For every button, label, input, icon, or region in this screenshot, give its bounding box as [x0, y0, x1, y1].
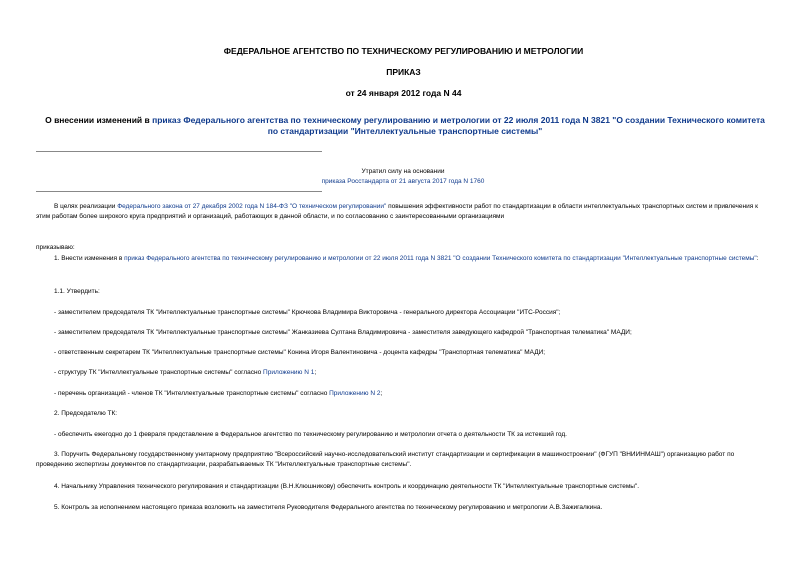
preamble-prefix: В целях реализации	[54, 203, 118, 210]
title-prefix: О внесении изменений в	[45, 115, 153, 125]
bullet-4-suffix: ;	[314, 369, 317, 376]
bullet-5-prefix: - перечень организаций - членов ТК "Интеллектуальные транспортные системы" согласно	[54, 390, 330, 397]
bullet-5	[54, 389, 787, 399]
bullet-1: - заместителем председателя ТК "Интеллектуальные транспортные системы" Крючкова Владимира Викторовича - генерального директора Ассоциации "ИТС-Россия";	[54, 309, 561, 316]
doc-type-heading: ПРИКАЗ	[386, 67, 421, 77]
bullet-2: - заместителем председателя ТК "Интеллектуальные транспортные системы" Жанказиева Султана Владимировича - заместителя заведующего кафедрой "Транспортная телематика" МАДИ;	[54, 329, 632, 336]
item-1-suffix: :	[756, 255, 759, 262]
item-1-prefix: 1. Внести изменения в	[54, 255, 125, 262]
item-1-order-link[interactable]: приказ Федерального агентства по техническому регулированию и метрологии от 22 июля 2011 года N 3821 "О создании Технического комитета по стандартизации "Интеллектуальные транспортные системы"	[124, 255, 757, 262]
status-basis-link[interactable]: приказа Росстандарта от 21 августа 2017 года N 1760	[321, 178, 485, 185]
document-title	[40, 115, 770, 137]
bullet-3: - ответственным секретарем ТК "Интеллектуальные транспортные системы" Конина Игоря Валентиновича - доцента кафедры "Транспортная телематика" МАДИ;	[54, 349, 546, 356]
divider-top	[36, 151, 322, 152]
bullet-4-prefix: - структуру ТК "Интеллектуальные транспортные системы" согласно	[54, 369, 264, 376]
agency-heading: ФЕДЕРАЛЬНОЕ АГЕНТСТВО ПО ТЕХНИЧЕСКОМУ РЕГУЛИРОВАНИЮ И МЕТРОЛОГИИ	[223, 46, 584, 56]
federal-law-link[interactable]: Федерального закона от 27 декабря 2002 года N 184-ФЗ "О техническом регулировании"	[117, 203, 387, 210]
item-4: 4. Начальнику Управления технического регулирования и стандартизации (В.Н.Клюшникову) обеспечить контроль и координацию деятельности ТК "Интеллектуальные транспортные системы".	[54, 483, 640, 490]
title-amended-order-link[interactable]: приказ Федерального агентства по техническому регулированию и метрологии от 22 июля 2011 года N 3821 "О создании Технического комитета по стандартизации "Интеллектуальные транспортные системы"	[152, 115, 765, 136]
item-1-1: 1.1. Утвердить:	[54, 288, 100, 295]
item-3: 3. Поручить Федеральному государственному унитарному предприятию "Всероссийский научно-исследовательский институт стандартизации и сертификации в машиностроении" (ФГУП "ВНИИНМАШ") организацию работ по проведению экспертизы документов по стандартизации, разрабатываемых ТК "Интеллектуальные транспортные системы".	[36, 451, 735, 468]
date-number-heading: от 24 января 2012 года N 44	[345, 88, 462, 98]
order-word: приказываю:	[36, 244, 75, 251]
item-2-bullet: - обеспечить ежегодно до 1 февраля представление в Федеральное агентство по техническому регулированию и метрологии отчета о деятельности ТК за истекший год.	[54, 431, 567, 438]
appendix-2-link[interactable]: Приложению N 2	[329, 390, 381, 397]
item-5: 5. Контроль за исполнением настоящего приказа возложить на заместителя Руководителя Федерального агентства по техническому регулированию и метрологии А.В.Зажигалкина.	[54, 504, 603, 511]
preamble-suffix: повышения эффективности работ по стандартизации в области интеллектуальных транспортных систем и привлечения к этим работам более широкого круга предприятий и организаций, работающих в данной области, и по согласованию с заинтересованными организациями	[36, 203, 758, 220]
bullet-4	[54, 368, 787, 378]
divider-bottom	[36, 191, 322, 192]
item-1	[36, 254, 769, 264]
bullet-5-suffix: ;	[380, 390, 383, 397]
appendix-1-link[interactable]: Приложению N 1	[263, 369, 315, 376]
status-note: Утратил силу на основании	[361, 168, 445, 175]
item-2: 2. Председателю ТК:	[54, 410, 118, 417]
preamble-paragraph	[36, 202, 769, 222]
